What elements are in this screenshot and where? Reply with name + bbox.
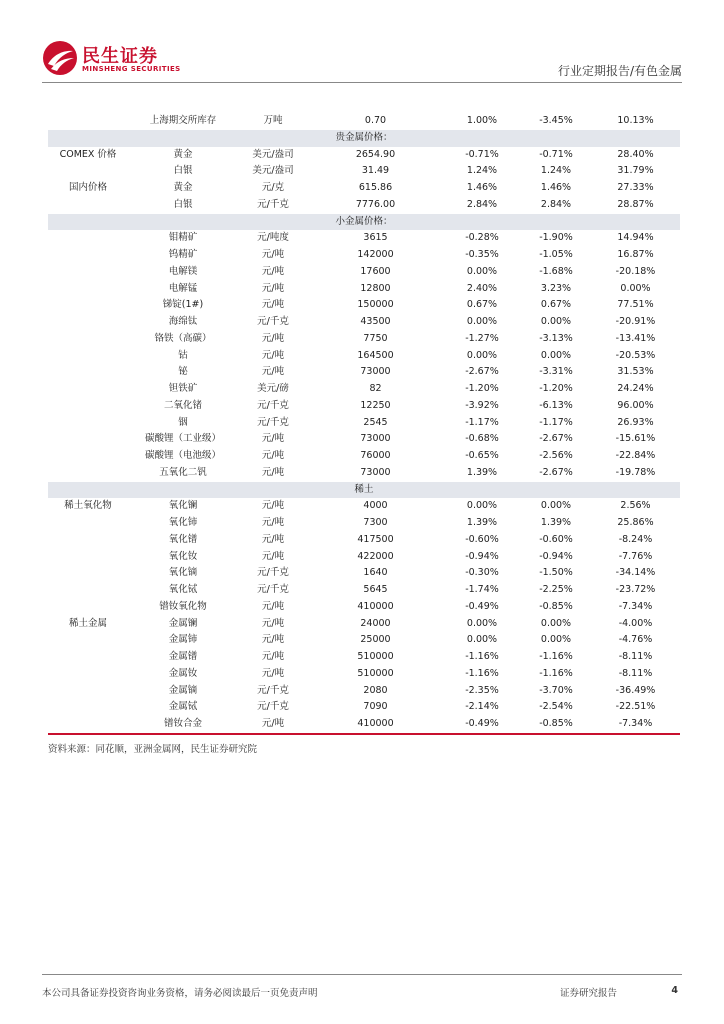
unit-cell: 元/吨 (261, 282, 285, 294)
metal-name-cell: 金属钕 (168, 667, 198, 679)
category-cell (48, 348, 128, 365)
unit-cell: 元/吨 (261, 466, 285, 478)
table-row (48, 515, 680, 532)
category-cell (48, 415, 128, 432)
data-source-note: 资料来源：同花顺，亚洲金属网，民生证券研究院 (48, 744, 258, 755)
change-1-cell: -0.49% (465, 600, 499, 612)
unit-cell: 元/吨 (261, 718, 285, 729)
metal-name-cell: 金属镨 (168, 651, 198, 662)
metal-name-cell: 铬铁（高碳） (154, 332, 212, 344)
change-2-cell: -1.16% (539, 667, 573, 679)
price-cell: 410000 (357, 600, 394, 612)
unit-cell: 元/千克 (257, 567, 289, 579)
table-row (48, 565, 680, 582)
change-1-cell: 0.00% (466, 349, 498, 361)
report-type-title: 行业定期报告/有色金属 (557, 64, 682, 78)
unit-cell: 元/吨度 (257, 232, 289, 244)
change-1-cell: 0.00% (466, 265, 498, 277)
change-1-cell: -0.28% (465, 232, 499, 244)
change-3-cell: -34.14% (615, 567, 656, 579)
table-row (48, 699, 680, 716)
change-2-cell: -1.20% (539, 383, 573, 394)
change-3-cell: 2.56% (620, 500, 651, 512)
category-cell (48, 683, 128, 700)
unit-cell: 元/千克 (257, 316, 289, 327)
table-row (48, 180, 680, 197)
table-row (48, 599, 680, 616)
change-2-cell: -1.68% (539, 265, 573, 277)
change-1-cell: -0.71% (465, 148, 499, 160)
minsheng-logo-icon (42, 40, 78, 76)
table-bottom-rule (48, 733, 680, 735)
price-cell: 31.49 (361, 165, 390, 177)
metal-name-cell: 黄金 (173, 148, 193, 160)
change-3-cell: -22.51% (615, 701, 656, 713)
change-3-cell: 0.00% (620, 282, 651, 294)
table-row (48, 281, 680, 298)
category-cell: 稀土金属 (68, 617, 107, 629)
price-cell: 73000 (360, 366, 391, 378)
table-row (48, 197, 680, 214)
metal-name-cell: 铟 (178, 416, 188, 428)
change-2-cell: -3.31% (539, 366, 573, 378)
change-2-cell: 0.00% (540, 617, 572, 629)
table-row (48, 415, 680, 432)
change-2-cell: -6.13% (539, 399, 573, 411)
logo-english-name: MINSHENG SECURITIES (82, 65, 181, 73)
price-cell: 7776.00 (355, 198, 396, 210)
change-2-cell: -2.56% (539, 450, 573, 461)
change-3-cell: -20.53% (615, 349, 656, 361)
metal-price-table (48, 113, 680, 735)
price-cell: 76000 (360, 450, 391, 461)
table-row (48, 314, 680, 331)
price-cell: 3615 (363, 232, 388, 244)
unit-cell: 元/克 (261, 182, 285, 193)
header-divider (42, 82, 682, 83)
category-cell (48, 599, 128, 616)
price-cell: 2545 (363, 416, 388, 428)
change-1-cell: -0.30% (465, 567, 499, 579)
change-3-cell: 26.93% (617, 416, 654, 428)
category-cell (48, 465, 128, 482)
change-3-cell: -7.34% (618, 600, 653, 612)
change-1-cell: 1.39% (466, 517, 498, 528)
metal-name-cell: 白银 (173, 198, 193, 210)
unit-cell: 元/千克 (257, 399, 289, 411)
category-cell (48, 264, 128, 281)
change-2-cell: -2.25% (539, 584, 573, 595)
unit-cell: 元/千克 (257, 701, 289, 713)
footer-report-label: 证券研究报告 (560, 988, 618, 999)
metal-name-cell: 金属铈 (168, 634, 198, 646)
unit-cell: 元/吨 (261, 667, 285, 679)
price-cell: 0.70 (364, 115, 387, 126)
unit-cell: 元/吨 (261, 265, 285, 277)
price-cell: 422000 (357, 550, 394, 562)
metal-name-cell: 氧化铈 (168, 517, 198, 528)
table-row (48, 230, 680, 247)
metal-name-cell: 铋 (178, 366, 188, 378)
change-1-cell: 2.40% (466, 282, 498, 294)
price-cell: 164500 (357, 349, 394, 361)
table-row (48, 532, 680, 549)
change-2-cell: -0.71% (539, 148, 573, 160)
metal-name-cell: 钴 (178, 349, 188, 361)
table-row (48, 113, 680, 130)
change-1-cell: -1.74% (465, 584, 499, 595)
unit-cell: 元/吨 (261, 450, 285, 461)
change-1-cell: 2.84% (466, 198, 498, 210)
price-cell: 510000 (357, 667, 394, 679)
metal-name-cell: 上海期交所库存 (149, 115, 217, 126)
metal-name-cell: 金属镧 (168, 617, 198, 629)
table-row (48, 163, 680, 180)
change-2-cell: 2.84% (540, 198, 572, 210)
metal-name-cell: 金属铽 (168, 701, 198, 713)
change-1-cell: -1.16% (465, 667, 499, 679)
change-3-cell: 28.40% (617, 148, 654, 160)
unit-cell: 美元/盎司 (252, 165, 294, 177)
unit-cell: 元/吨 (261, 500, 285, 512)
change-3-cell: -20.91% (615, 316, 656, 327)
change-1-cell: 1.24% (466, 165, 498, 177)
change-2-cell: -3.45% (539, 115, 573, 126)
unit-cell: 元/吨 (261, 634, 285, 646)
metal-name-cell: 金属镝 (168, 684, 198, 696)
change-3-cell: -7.34% (618, 718, 653, 729)
change-1-cell: 0.00% (466, 500, 498, 512)
change-2-cell: -1.90% (539, 232, 573, 244)
price-cell: 7750 (363, 332, 388, 344)
category-cell (48, 364, 128, 381)
change-2-cell: 0.67% (540, 299, 572, 311)
price-cell: 17600 (360, 265, 391, 277)
change-2-cell: 1.39% (540, 517, 572, 528)
table-row (48, 264, 680, 281)
metal-name-cell: 钨精矿 (168, 249, 198, 260)
category-cell (48, 582, 128, 599)
table-row (48, 649, 680, 666)
price-cell: 12250 (360, 399, 391, 411)
change-2-cell: -2.54% (539, 701, 573, 713)
unit-cell: 元/吨 (261, 332, 285, 344)
change-3-cell: -13.41% (615, 332, 656, 344)
table-row (48, 331, 680, 348)
change-3-cell: -4.00% (618, 617, 653, 629)
price-cell: 82 (369, 383, 382, 394)
price-cell: 1640 (363, 567, 388, 579)
category-cell: COMEX 价格 (59, 148, 117, 160)
table-row (48, 147, 680, 164)
change-3-cell: 14.94% (617, 232, 654, 244)
price-cell: 7090 (363, 701, 388, 713)
metal-name-cell: 电解锰 (168, 282, 198, 294)
change-3-cell: 28.87% (617, 198, 654, 210)
price-cell: 25000 (360, 634, 391, 646)
table-row (48, 448, 680, 465)
table-row (48, 364, 680, 381)
logo-chinese-name: 民生证券 (82, 46, 158, 67)
unit-cell: 美元/盎司 (252, 148, 294, 160)
change-2-cell: 1.46% (540, 182, 572, 193)
change-3-cell: -4.76% (618, 634, 653, 646)
unit-cell: 元/千克 (257, 416, 289, 428)
price-cell: 4000 (363, 500, 388, 512)
change-1-cell: -0.94% (465, 550, 499, 562)
change-1-cell: -2.67% (465, 366, 499, 378)
change-3-cell: -8.11% (618, 651, 653, 662)
table-row (48, 683, 680, 700)
price-cell: 510000 (357, 651, 394, 662)
section-header-row (48, 214, 680, 231)
table-row (48, 616, 680, 633)
footer-disclaimer: 本公司具备证券投资咨询业务资格，请务必阅读最后一页免责声明 (42, 988, 318, 999)
category-cell (48, 247, 128, 264)
price-cell: 7300 (363, 517, 388, 528)
metal-name-cell: 五氧化二钒 (159, 466, 207, 478)
change-3-cell: -7.76% (618, 550, 653, 562)
change-2-cell: -1.16% (539, 651, 573, 662)
change-3-cell: 77.51% (617, 299, 654, 311)
unit-cell: 元/吨 (261, 600, 285, 612)
unit-cell: 元/吨 (261, 617, 285, 629)
table-row (48, 398, 680, 415)
category-cell (48, 666, 128, 683)
change-2-cell: -1.05% (539, 249, 573, 260)
change-1-cell: -0.49% (465, 718, 499, 729)
change-3-cell: -20.18% (615, 265, 656, 277)
change-3-cell: 10.13% (617, 115, 654, 126)
change-2-cell: -0.85% (539, 718, 573, 729)
category-cell (48, 565, 128, 582)
change-1-cell: 0.00% (466, 617, 498, 629)
metal-name-cell: 钽铁矿 (168, 383, 198, 394)
price-cell: 410000 (357, 718, 394, 729)
change-2-cell: -1.17% (539, 416, 573, 428)
category-cell (48, 113, 128, 130)
change-2-cell: -2.67% (539, 466, 573, 478)
change-2-cell: -3.70% (539, 684, 573, 696)
change-1-cell: 1.46% (466, 182, 498, 193)
category-cell (48, 549, 128, 566)
price-cell: 73000 (360, 433, 391, 445)
category-cell (48, 314, 128, 331)
section-header-row (48, 482, 680, 499)
change-3-cell: 31.79% (617, 165, 654, 177)
unit-cell: 元/千克 (257, 198, 289, 210)
table-row (48, 582, 680, 599)
table-row (48, 716, 680, 733)
change-1-cell: 0.67% (466, 299, 498, 311)
change-1-cell: -1.20% (465, 383, 499, 394)
metal-name-cell: 黄金 (173, 182, 193, 193)
price-cell: 5645 (363, 584, 388, 595)
table-row (48, 632, 680, 649)
change-3-cell: 31.53% (617, 366, 654, 378)
change-3-cell: -15.61% (615, 433, 656, 445)
change-1-cell: -2.35% (465, 684, 499, 696)
category-cell (48, 331, 128, 348)
page-header (0, 0, 724, 86)
unit-cell: 元/吨 (261, 517, 285, 528)
metal-name-cell: 镨钕氧化物 (159, 600, 207, 612)
table-row (48, 498, 680, 515)
price-cell: 142000 (357, 249, 394, 260)
metal-name-cell: 白银 (173, 165, 193, 177)
change-2-cell: 3.23% (540, 282, 572, 294)
unit-cell: 元/千克 (257, 684, 289, 696)
unit-cell: 元/吨 (261, 366, 285, 378)
category-cell (48, 448, 128, 465)
table-row (48, 465, 680, 482)
change-1-cell: -1.16% (465, 651, 499, 662)
table-row (48, 549, 680, 566)
section-header-row (48, 130, 680, 147)
unit-cell: 元/吨 (261, 249, 285, 260)
change-1-cell: -0.65% (465, 450, 499, 461)
metal-name-cell: 碳酸锂（电池级） (144, 450, 221, 461)
unit-cell: 元/吨 (261, 550, 285, 562)
page-number: 4 (671, 985, 678, 996)
price-cell: 24000 (360, 617, 391, 629)
change-1-cell: 0.00% (466, 316, 498, 327)
minsheng-logo (42, 40, 182, 76)
category-cell (48, 163, 128, 180)
change-2-cell: -0.94% (539, 550, 573, 562)
category-cell (48, 398, 128, 415)
metal-name-cell: 海绵钛 (168, 316, 198, 327)
unit-cell: 元/吨 (261, 433, 285, 445)
price-cell: 73000 (360, 466, 391, 478)
unit-cell: 元/千克 (257, 584, 289, 595)
category-cell (48, 431, 128, 448)
section-label: 稀土 (48, 482, 680, 499)
table-row (48, 381, 680, 398)
category-cell (48, 699, 128, 716)
change-3-cell: -19.78% (615, 466, 656, 478)
table-row (48, 297, 680, 314)
category-cell (48, 716, 128, 733)
table-row (48, 431, 680, 448)
table-row (48, 666, 680, 683)
price-cell: 2080 (363, 684, 388, 696)
metal-name-cell: 氧化镝 (168, 567, 198, 579)
category-cell (48, 281, 128, 298)
category-cell (48, 515, 128, 532)
footer-divider (42, 974, 682, 975)
metal-name-cell: 镨钕合金 (163, 718, 202, 729)
metal-name-cell: 氧化铽 (168, 584, 198, 595)
price-cell: 43500 (360, 316, 391, 327)
metal-name-cell: 二氧化锗 (163, 399, 202, 411)
change-1-cell: -3.92% (465, 399, 499, 411)
price-cell: 12800 (360, 282, 391, 294)
unit-cell: 元/吨 (261, 651, 285, 662)
change-2-cell: -3.13% (539, 332, 573, 344)
category-cell (48, 532, 128, 549)
metal-name-cell: 氧化钕 (168, 550, 198, 562)
change-1-cell: -1.17% (465, 416, 499, 428)
change-3-cell: 27.33% (617, 182, 654, 193)
change-2-cell: 1.24% (540, 165, 572, 177)
change-3-cell: -36.49% (615, 684, 656, 696)
price-cell: 150000 (357, 299, 394, 311)
category-cell: 稀土氧化物 (64, 500, 112, 512)
change-3-cell: -23.72% (615, 584, 656, 595)
change-1-cell: -1.27% (465, 332, 499, 344)
category-cell (48, 649, 128, 666)
unit-cell: 元/吨 (261, 299, 285, 311)
change-3-cell: -8.24% (618, 533, 653, 545)
metal-name-cell: 电解镁 (168, 265, 198, 277)
change-2-cell: 0.00% (540, 349, 572, 361)
price-cell: 417500 (357, 533, 394, 545)
change-1-cell: 0.00% (466, 634, 498, 646)
change-3-cell: -22.84% (615, 450, 656, 461)
change-2-cell: 0.00% (540, 500, 572, 512)
price-cell: 615.86 (358, 182, 393, 193)
change-2-cell: 0.00% (540, 634, 572, 646)
change-3-cell: 96.00% (617, 399, 654, 411)
change-1-cell: -0.60% (465, 533, 499, 545)
section-label: 小金属价格： (48, 214, 680, 231)
unit-cell: 美元/磅 (257, 383, 289, 394)
change-2-cell: -0.85% (539, 600, 573, 612)
table-row (48, 348, 680, 365)
change-1-cell: -0.68% (465, 433, 499, 445)
metal-name-cell: 锑锭(1#) (162, 299, 204, 311)
change-3-cell: -8.11% (618, 667, 653, 679)
metal-name-cell: 氧化镧 (168, 500, 198, 512)
change-1-cell: -0.35% (465, 249, 499, 260)
category-cell (48, 230, 128, 247)
category-cell (48, 297, 128, 314)
unit-cell: 万吨 (263, 115, 283, 126)
category-cell (48, 381, 128, 398)
change-2-cell: -0.60% (539, 533, 573, 545)
category-cell: 国内价格 (68, 182, 107, 193)
metal-name-cell: 钼精矿 (168, 232, 198, 244)
change-3-cell: 16.87% (617, 249, 654, 260)
category-cell (48, 197, 128, 214)
section-label: 贵金属价格： (48, 130, 680, 147)
category-cell (48, 632, 128, 649)
price-cell: 2654.90 (355, 148, 396, 160)
metal-name-cell: 氧化镨 (168, 533, 198, 545)
unit-cell: 元/吨 (261, 533, 285, 545)
table-row (48, 247, 680, 264)
metal-name-cell: 碳酸锂（工业级） (144, 433, 221, 445)
change-1-cell: 1.39% (466, 466, 498, 478)
metal-price-table-body (48, 113, 680, 733)
change-3-cell: 25.86% (617, 517, 654, 528)
unit-cell: 元/吨 (261, 349, 285, 361)
change-1-cell: -2.14% (465, 701, 499, 713)
change-2-cell: -2.67% (539, 433, 573, 445)
change-2-cell: 0.00% (540, 316, 572, 327)
change-3-cell: 24.24% (617, 383, 654, 394)
change-2-cell: -1.50% (539, 567, 573, 579)
change-1-cell: 1.00% (466, 115, 498, 126)
